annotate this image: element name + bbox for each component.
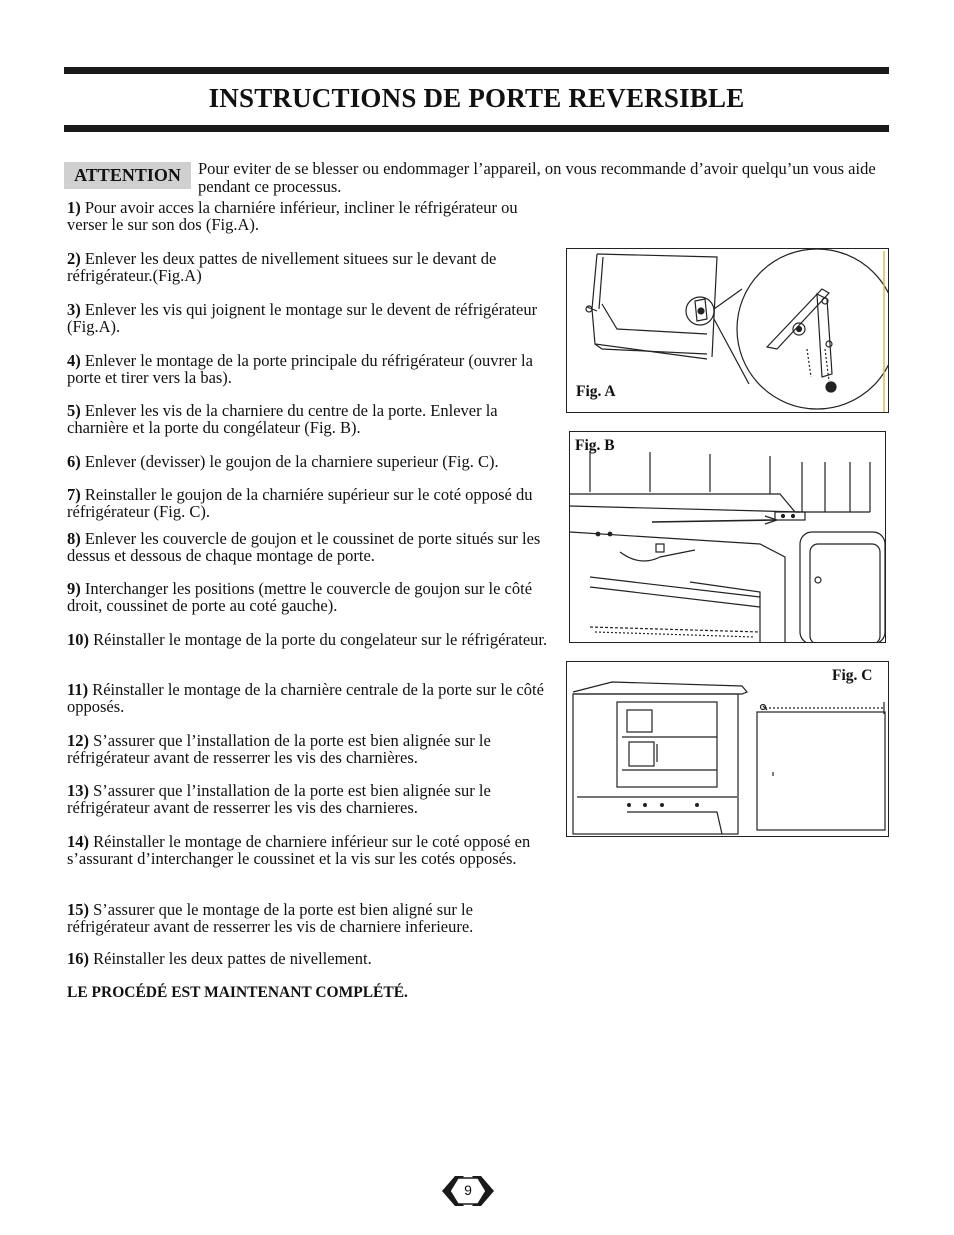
page-number: 9 <box>464 1182 472 1198</box>
page-title: INSTRUCTIONS DE PORTE REVERSIBLE <box>208 83 745 113</box>
header-rule-top <box>64 67 889 74</box>
figure-a <box>566 248 889 413</box>
step-10: 10) Réinstaller le montage de la porte du congelateur sur le réfrigérateur. <box>67 630 548 649</box>
header-rule-bottom <box>64 125 889 132</box>
figure-b-illustration <box>570 432 886 643</box>
step-11: 11) Réinstaller le montage de la charnière centrale de la porte sur le côté opposés. <box>67 680 544 716</box>
figure-c-label: Fig. C <box>832 667 873 684</box>
figure-b <box>569 431 886 643</box>
attention-badge: ATTENTION <box>64 162 191 189</box>
step-5: 5) Enlever les vis de la charniere du centre de la porte. Enlever la charnière et la porte du congélateur (Fig. B). <box>67 401 498 437</box>
step-15: 15) S’assurer que le montage de la porte est bien aligné sur le réfrigérateur avant de resserrer les vis de charniere inferieure. <box>67 900 474 936</box>
step-13: 13) S’assurer que l’installation de la porte est bien alignée sur le réfrigérateur avant de resserrer les vis des charnieres. <box>67 781 491 817</box>
completion-note: LE PROCÉDÉ EST MAINTENANT COMPLÉTÉ. <box>67 984 408 1001</box>
figure-b-label: Fig. B <box>575 437 615 454</box>
step-6: 6) Enlever (devisser) le goujon de la charniere superieur (Fig. C). <box>67 452 499 471</box>
step-16: 16) Réinstaller les deux pattes de nivellement. <box>67 949 372 968</box>
step-2: 2) Enlever les deux pattes de nivellement situees sur le devant de réfrigérateur.(Fig.A) <box>67 249 497 285</box>
step-3: 3) Enlever les vis qui joignent le montage sur le devent de réfrigérateur (Fig.A). <box>67 300 538 336</box>
step-4: 4) Enlever le montage de la porte principale du réfrigérateur (ouvrer la porte et tirer vers la bas). <box>67 351 533 387</box>
step-9: 9) Interchanger les positions (mettre le couvercle de goujon sur le côté droit, coussinet de porte au coté gauche). <box>67 579 533 615</box>
step-8: 8) Enlever les couvercle de goujon et le coussinet de porte situés sur les dessus et dessous de chaque montage de porte. <box>67 529 541 565</box>
step-1: 1) Pour avoir acces la charniére inférieur, incliner le réfrigérateur ou verser le sur son dos (Fig.A). <box>67 198 518 234</box>
page-number-badge <box>438 1172 498 1210</box>
step-14: 14) Réinstaller le montage de charniere inférieur sur le coté opposé en s’assurant d’interchanger le coussinet et la vis sur les cotés opposés. <box>67 832 531 868</box>
attention-text: Pour eviter de se blesser ou endommager l’appareil, on vous recommande d’avoir quelqu’un vous aide pendant ce processus. <box>198 159 876 196</box>
step-12: 12) S’assurer que l’installation de la porte est bien alignée sur le réfrigérateur avant de resserrer les vis des charnières. <box>67 731 491 767</box>
step-7: 7) Reinstaller le goujon de la charniére supérieur sur le coté opposé du réfrigérateur (Fig. C). <box>67 485 533 521</box>
figure-a-label: Fig. A <box>576 383 616 400</box>
figure-c-illustration <box>567 662 889 837</box>
figure-c <box>566 661 889 837</box>
